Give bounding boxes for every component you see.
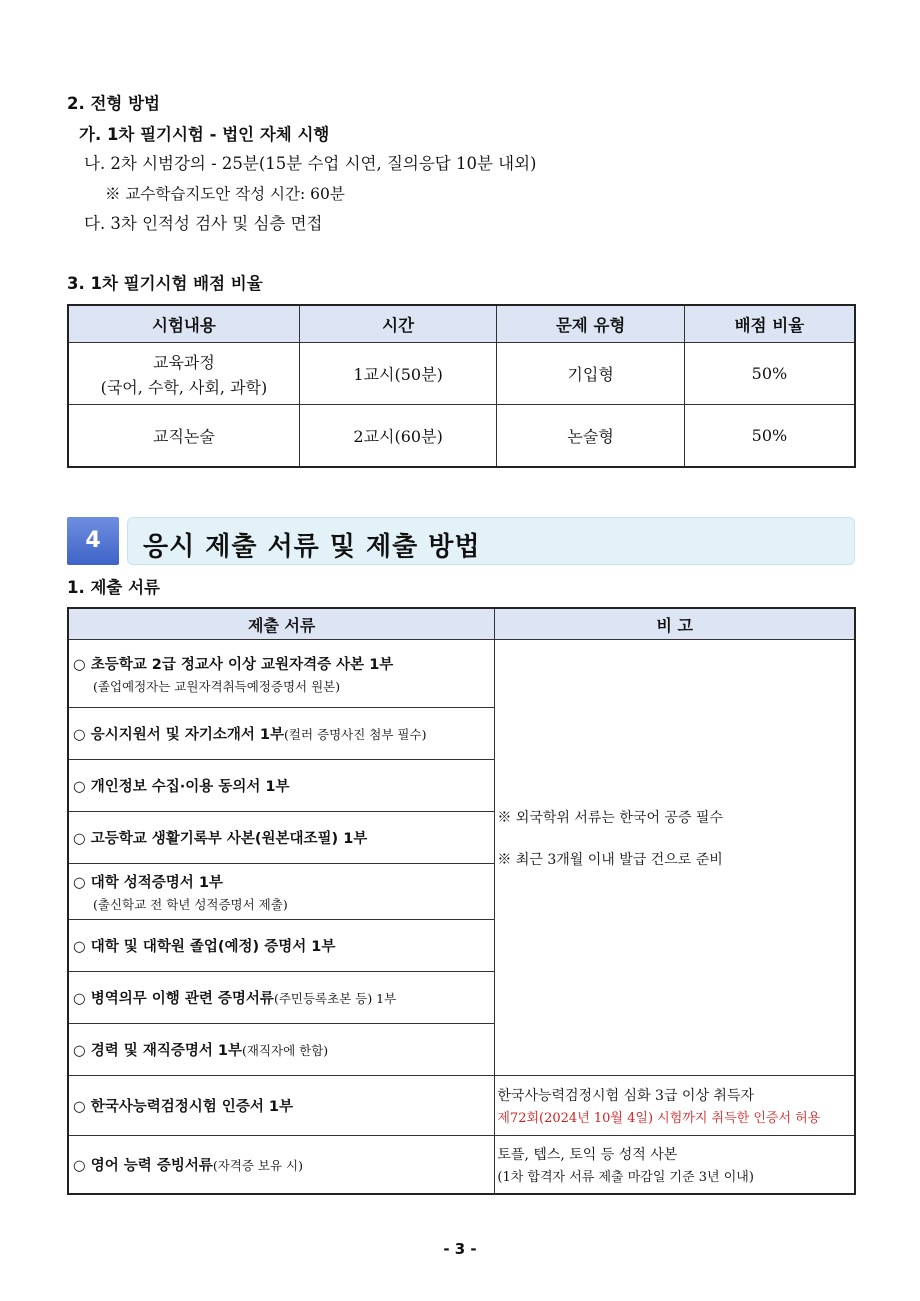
english-remark-line2: (1차 합격자 서류 제출 마감일 기준 3년 이내) xyxy=(497,1169,754,1185)
section-number-badge: 4 xyxy=(67,517,119,565)
table-row xyxy=(68,405,855,467)
table-row xyxy=(68,1136,855,1194)
selection-method-heading: 2. 전형 방법 xyxy=(67,94,160,113)
documents-heading: 1. 제출 서류 xyxy=(67,578,160,597)
document-title: ○ 경력 및 재직증명서 1부 xyxy=(73,1043,242,1059)
document-title: ○ 영어 능력 증빙서류 xyxy=(73,1157,213,1174)
document-cell xyxy=(68,760,495,812)
document-title: ○ 병역의무 이행 관련 증명서류 xyxy=(73,991,274,1007)
document-title: ○ 초등학교 2급 정교사 이상 교원자격증 사본 1부 xyxy=(73,656,394,673)
table-row xyxy=(68,1076,855,1136)
document-cell xyxy=(68,972,495,1024)
history-remark-line2: 제72회(2024년 10월 4일) 시험까지 취득한 인증서 허용 xyxy=(497,1111,821,1126)
document-sub: (졸업예정자는 교원자격취득예정증명서 원본) xyxy=(93,678,341,694)
remark-line2: ※ 최근 3개월 이내 발급 건으로 준비 xyxy=(497,851,723,868)
selection-item-2: 나. 2차 시범강의 - 25분(15분 수업 시연, 질의응답 10분 내외) xyxy=(84,154,537,173)
document-cell xyxy=(68,640,495,708)
document-title: ○ 대학 성적증명서 1부 xyxy=(73,874,223,891)
exam-content-line1: 교육과정 xyxy=(153,352,215,372)
document-cell xyxy=(68,708,495,760)
table-header-row xyxy=(68,305,855,343)
document-title: ○ 응시지원서 및 자기소개서 1부 xyxy=(73,727,285,743)
document-note: (주민등록초본 등) 1부 xyxy=(273,991,397,1006)
document-title: ○ 대학 및 대학원 졸업(예정) 증명서 1부 xyxy=(73,939,336,955)
exam-content-cell xyxy=(68,343,299,405)
header-documents: 제출 서류 xyxy=(68,608,495,640)
header-type: 문제 유형 xyxy=(497,305,684,343)
selection-item-note: ※ 교수학습지도안 작성 시간: 60분 xyxy=(105,185,345,203)
document-title: ○ 개인정보 수집·이용 동의서 1부 xyxy=(73,779,290,795)
document-cell xyxy=(68,1136,495,1194)
document-title: ○ 고등학교 생활기록부 사본(원본대조필) 1부 xyxy=(73,831,368,847)
header-content: 시험내용 xyxy=(68,305,299,343)
document-note: (자격증 보유 시) xyxy=(212,1157,304,1173)
exam-ratio: 50% xyxy=(684,405,855,467)
section-title: 응시 제출 서류 및 제출 방법 xyxy=(143,532,481,562)
header-ratio: 배점 비율 xyxy=(684,305,855,343)
history-remark-cell xyxy=(495,1076,855,1136)
english-remark-cell xyxy=(495,1136,855,1194)
document-cell xyxy=(68,812,495,864)
exam-content-line2: (국어, 수학, 사회, 과학) xyxy=(100,377,268,397)
document-title: ○ 한국사능력검정시험 인증서 1부 xyxy=(73,1099,293,1115)
history-remark-line1: 한국사능력검정시험 심화 3급 이상 취득자 xyxy=(497,1088,755,1104)
table-row xyxy=(68,343,855,405)
document-note: (컬러 증명사진 첨부 필수) xyxy=(284,727,427,742)
document-note: (재직자에 한함) xyxy=(242,1043,329,1058)
exam-ratio: 50% xyxy=(684,343,855,405)
documents-table xyxy=(67,607,856,1195)
exam-content-cell: 교직논술 xyxy=(68,405,299,467)
page-number: - 3 - xyxy=(443,1240,477,1258)
table-header-row xyxy=(68,608,855,640)
exam-time: 2교시(60분) xyxy=(299,405,497,467)
header-time: 시간 xyxy=(299,305,497,343)
document-cell xyxy=(68,1024,495,1076)
document-cell xyxy=(68,864,495,920)
exam-type: 논술형 xyxy=(497,405,684,467)
exam-ratio-heading: 3. 1차 필기시험 배점 비율 xyxy=(67,274,263,293)
document-cell xyxy=(68,1076,495,1136)
exam-ratio-table xyxy=(67,304,856,468)
shared-remark-cell xyxy=(495,640,855,1076)
remark-line1: ※ 외국학위 서류는 한국어 공증 필수 xyxy=(497,809,723,826)
document-sub: (출신학교 전 학년 성적증명서 제출) xyxy=(93,896,288,912)
table-row xyxy=(68,640,855,708)
selection-item-3: 다. 3차 인적성 검사 및 심층 면접 xyxy=(84,214,323,233)
header-remark: 비 고 xyxy=(495,608,855,640)
exam-time: 1교시(50분) xyxy=(299,343,497,405)
document-cell xyxy=(68,920,495,972)
english-remark-line1: 토플, 텝스, 토익 등 성적 사본 xyxy=(497,1146,678,1163)
selection-item-1: 가. 1차 필기시험 - 법인 자체 시행 xyxy=(79,125,330,144)
exam-type: 기입형 xyxy=(497,343,684,405)
